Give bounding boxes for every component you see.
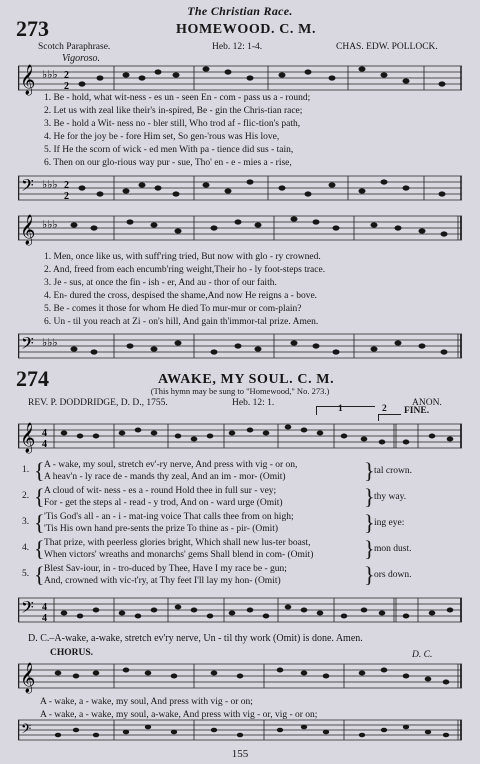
second-ending-number: 2 — [382, 404, 387, 414]
verse-brace-close: } — [364, 458, 375, 483]
svg-text:𝄞: 𝄞 — [20, 65, 36, 95]
verse-brace: { — [34, 562, 45, 587]
svg-text:𝄢: 𝄢 — [21, 175, 34, 199]
verse-tail: ors down. — [374, 570, 412, 580]
verse-line: 'Tis God's all - an - i - mat-ing voice That calls thee from on high; — [44, 512, 294, 522]
music-staff — [18, 212, 462, 248]
verse-brace-close: } — [364, 536, 375, 561]
verse-line: 5. Be - comes it those for whom He died To mur-mur or com-plain? — [44, 304, 302, 314]
verse-line: 6. Then on our glo-rious way pur - sue, Tho' en - e - mies a - rise, — [44, 158, 292, 168]
da-capo-line: D. C.–A-wake, a-wake, stretch ev'ry nerve, Un - til thy work (Omit) is done. Amen. — [28, 633, 363, 644]
music-staff — [18, 660, 462, 696]
verse-brace: { — [34, 510, 45, 535]
verse-line: 'Tis His own hand pre-sents the prize To thine as - pir- (Omit) — [44, 524, 279, 534]
verse-tail: mon dust. — [374, 544, 412, 554]
svg-text:♭♭♭: ♭♭♭ — [42, 178, 58, 191]
svg-text:♭♭♭: ♭♭♭ — [42, 336, 58, 349]
scripture-reference: Heb. 12: 1-4. — [212, 42, 263, 52]
hymn-number: 274 — [16, 366, 49, 391]
verse-number: 2. — [22, 491, 30, 501]
verse-tail: ing eye: — [374, 518, 405, 528]
verse-line: A heav'n - ly race de - mands thy zeal, And an im - mor- (Omit) — [44, 472, 286, 482]
verse-number: 4. — [22, 543, 30, 553]
tune-note: (This hymn may be sung to "Homewood," No. 273.) — [150, 386, 330, 396]
music-staff — [18, 172, 462, 208]
verse-line: 2. Let us with zeal like their's in-spired, Be - gin the Chris-tian race; — [44, 106, 303, 116]
verse-brace: { — [34, 458, 45, 483]
verse-line: 3. Je - sus, at once the fin - ish - er, And au - thor of our faith. — [44, 278, 277, 288]
running-head: The Christian Race. — [187, 4, 293, 18]
verse-line: A cloud of wit- ness - es a - round Hold thee in full sur - vey; — [44, 486, 277, 496]
svg-text:𝄢: 𝄢 — [21, 721, 32, 740]
svg-text:4: 4 — [42, 602, 47, 613]
music-staff — [18, 718, 462, 746]
svg-text:4: 4 — [42, 428, 47, 439]
verse-tail: thy way. — [374, 492, 407, 502]
hymn-number: 273 — [16, 16, 49, 41]
verse-line: 4. En- dured the cross, despised the shame,And now He reigns a - bove. — [44, 291, 318, 301]
svg-text:2: 2 — [64, 191, 69, 202]
verse-brace: { — [34, 484, 45, 509]
svg-text:𝄢: 𝄢 — [21, 333, 34, 357]
svg-text:4: 4 — [42, 613, 47, 624]
verse-brace-close: } — [364, 510, 375, 535]
chorus-line: A - wake, a - wake, my soul, And press with vig - or on; — [40, 697, 253, 707]
music-staff — [18, 330, 462, 364]
scripture-reference: Heb. 12: 1. — [232, 398, 275, 408]
verse-line: 6. Un - til you reach at Zi - on's hill, And gain th'immor-tal prize. Amen. — [44, 317, 319, 327]
svg-text:𝄢: 𝄢 — [21, 597, 34, 621]
da-capo-mark: D. C. — [412, 650, 433, 660]
verse-line: Blest Sav-iour, in - tro-duced by Thee, Have I my race be - gun; — [44, 564, 287, 574]
svg-text:♭♭♭: ♭♭♭ — [42, 218, 58, 231]
music-staff — [18, 594, 462, 630]
verse-brace: { — [34, 536, 45, 561]
first-ending-number: 1 — [338, 404, 343, 414]
verse-line: 3. Be - hold a Wit- ness no - bler still, Who trod af - flic-tion's path, — [44, 119, 301, 129]
verse-line: For - get the steps al - read - y trod, And on - ward urge (Omit) — [44, 498, 283, 508]
verse-number: 3. — [22, 517, 30, 527]
verse-line: A - wake, my soul, stretch ev'-ry nerve, And press with vig - or on, — [44, 460, 298, 470]
author: REV. P. DODDRIDGE, D. D., 1755. — [28, 398, 168, 408]
music-staff — [18, 420, 462, 456]
svg-text:4: 4 — [42, 439, 47, 450]
fine-marking: FINE. — [404, 406, 430, 416]
hymn-title: HOMEWOOD. C. M. — [176, 22, 317, 37]
verse-line: 4. He for the joy be - fore Him set, So gen-'rous was His love, — [44, 132, 280, 142]
verse-line: 1. Be - hold, what wit-ness - es un - seen En - com - pass us a - round; — [44, 93, 311, 103]
tempo-marking: Vigoroso. — [62, 53, 101, 64]
verse-line: 2. And, freed from each encumb'ring weight,Their ho - ly foot-steps trace. — [44, 265, 326, 275]
composer: ANON. — [412, 398, 442, 408]
verse-line: 1. Men, once like us, with suff'ring tried, But now with glo - ry crowned. — [44, 252, 321, 262]
verse-line: That prize, with peerless glories bright, Which shall new lus-ter boast, — [44, 538, 311, 548]
svg-text:2: 2 — [64, 180, 69, 191]
svg-text:♭♭♭: ♭♭♭ — [42, 68, 58, 81]
text-source: Scotch Paraphrase. — [38, 42, 111, 52]
chorus-label: CHORUS. — [50, 648, 94, 658]
verse-line: And, crowned with vic-t'ry, at Thy feet I'll lay my hon- (Omit) — [44, 576, 281, 586]
verse-brace-close: } — [364, 562, 375, 587]
svg-text:𝄞: 𝄞 — [20, 423, 36, 453]
verse-line: When victors' wreaths and monarchs' gems Shall blend in com- (Omit) — [44, 550, 314, 560]
page-number: 155 — [231, 748, 249, 760]
composer: CHAS. EDW. POLLOCK. — [336, 42, 438, 52]
hymn-title: AWAKE, MY SOUL. C. M. — [158, 372, 335, 387]
verse-number: 1. — [22, 465, 30, 475]
verse-number: 5. — [22, 569, 30, 579]
verse-tail: tal crown. — [374, 466, 412, 476]
first-ending — [316, 406, 375, 415]
chorus-line: A - wake, a - wake, my soul, a-wake, And press with vig - or, vig - or on; — [40, 710, 318, 720]
svg-text:𝄞: 𝄞 — [20, 215, 36, 245]
svg-text:2: 2 — [64, 81, 69, 92]
verse-brace-close: } — [364, 484, 375, 509]
verse-line: 5. If He the scorn of wick - ed men With pa - tience did sus - tain, — [44, 145, 294, 155]
svg-text:2: 2 — [64, 70, 69, 81]
svg-text:𝄞: 𝄞 — [20, 663, 36, 693]
